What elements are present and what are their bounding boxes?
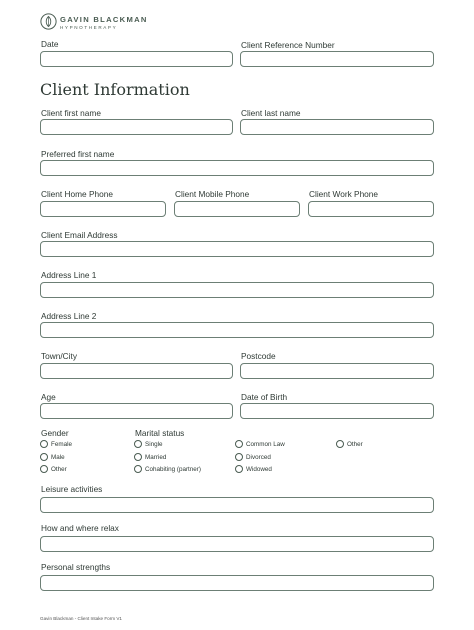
radio-button[interactable]	[235, 440, 243, 448]
radio-button[interactable]	[336, 440, 344, 448]
date-label: Date	[41, 39, 59, 49]
radio-button[interactable]	[134, 440, 142, 448]
marital-option-cohabiting[interactable]	[134, 465, 201, 473]
address-line1-label: Address Line 1	[41, 270, 97, 280]
marital-option-divorced[interactable]	[235, 453, 271, 461]
radio-button[interactable]	[40, 440, 48, 448]
email-field[interactable]	[40, 241, 434, 257]
radio-label: Female	[51, 440, 72, 448]
footer-text: Gavin Blackman - Client Intake Form V1	[40, 616, 122, 621]
mobile-phone-field[interactable]	[174, 201, 300, 217]
last-name-label: Client last name	[241, 108, 301, 118]
town-city-label: Town/City	[41, 351, 77, 361]
radio-label: Cohabiting (partner)	[145, 465, 202, 473]
work-phone-label: Client Work Phone	[309, 189, 379, 199]
logo-tagline: HYPNOTHERAPY	[60, 25, 118, 30]
marital-option-common-law[interactable]	[235, 440, 285, 448]
leisure-activities-field[interactable]	[40, 497, 434, 513]
radio-button[interactable]	[40, 465, 48, 473]
age-field[interactable]	[40, 403, 233, 419]
email-label: Client Email Address	[41, 230, 118, 240]
home-phone-label: Client Home Phone	[41, 189, 113, 199]
radio-button[interactable]	[134, 453, 142, 461]
home-phone-field[interactable]	[40, 201, 166, 217]
radio-button[interactable]	[134, 465, 142, 473]
marital-status-label: Marital status	[135, 428, 185, 438]
relax-label: How and where relax	[41, 523, 119, 533]
relax-field[interactable]	[40, 536, 434, 552]
logo-name: GAVIN BLACKMAN	[60, 15, 148, 24]
work-phone-field[interactable]	[308, 201, 434, 217]
address-line2-label: Address Line 2	[41, 311, 97, 321]
radio-label: Married	[145, 453, 167, 461]
last-name-field[interactable]	[240, 119, 434, 135]
radio-label: Male	[51, 453, 65, 461]
radio-button[interactable]	[235, 453, 243, 461]
age-label: Age	[41, 392, 56, 402]
radio-label: Other	[347, 440, 363, 448]
gender-label: Gender	[41, 428, 69, 438]
radio-label: Single	[145, 440, 163, 448]
logo	[40, 13, 200, 33]
client-reference-field[interactable]	[240, 51, 434, 67]
radio-label: Widowed	[246, 465, 272, 473]
gender-option-female[interactable]	[40, 440, 72, 448]
logo-mark-icon	[40, 13, 57, 30]
marital-option-married[interactable]	[134, 453, 166, 461]
postcode-field[interactable]	[240, 363, 434, 379]
radio-button[interactable]	[40, 453, 48, 461]
first-name-label: Client first name	[41, 108, 101, 118]
date-of-birth-field[interactable]	[240, 403, 434, 419]
postcode-label: Postcode	[241, 351, 276, 361]
preferred-first-name-field[interactable]	[40, 160, 434, 176]
address-line2-field[interactable]	[40, 322, 434, 338]
date-field[interactable]	[40, 51, 233, 67]
radio-label: Other	[51, 465, 67, 473]
preferred-first-name-label: Preferred first name	[41, 149, 115, 159]
mobile-phone-label: Client Mobile Phone	[175, 189, 250, 199]
personal-strengths-field[interactable]	[40, 575, 434, 591]
section-title: Client Information	[40, 80, 190, 99]
date-of-birth-label: Date of Birth	[241, 392, 288, 402]
gender-option-other[interactable]	[40, 465, 67, 473]
client-reference-label: Client Reference Number	[241, 40, 335, 50]
town-city-field[interactable]	[40, 363, 233, 379]
radio-label: Common Law	[246, 440, 285, 448]
personal-strengths-label: Personal strengths	[41, 562, 111, 572]
marital-option-other[interactable]	[336, 440, 363, 448]
marital-option-single[interactable]	[134, 440, 163, 448]
radio-label: Divorced	[246, 453, 271, 461]
gender-option-male[interactable]	[40, 453, 65, 461]
marital-option-widowed[interactable]	[235, 465, 272, 473]
radio-button[interactable]	[235, 465, 243, 473]
leisure-activities-label: Leisure activities	[41, 484, 103, 494]
first-name-field[interactable]	[40, 119, 233, 135]
address-line1-field[interactable]	[40, 282, 434, 298]
